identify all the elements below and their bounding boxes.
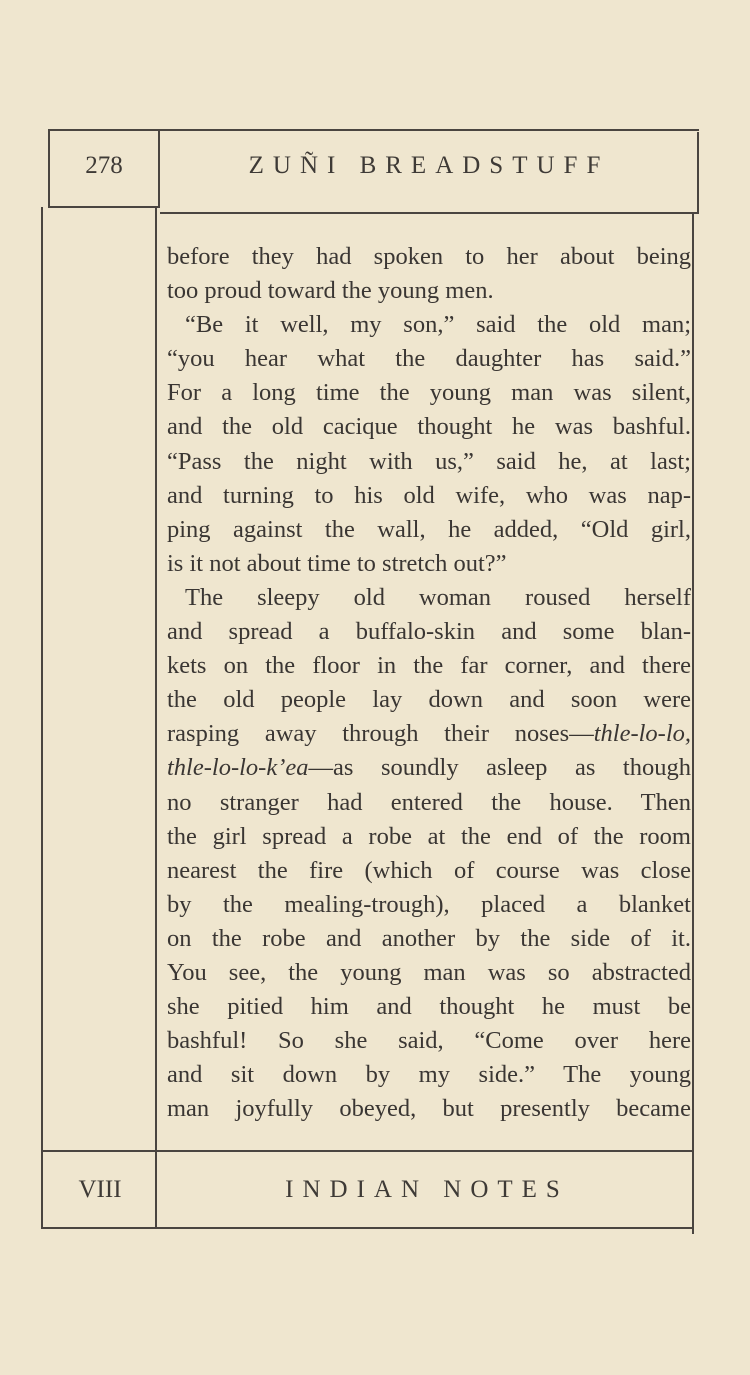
line-text: and turning to his old wife, who was nap- — [167, 481, 691, 509]
header-divider — [48, 206, 160, 208]
text-line — [167, 513, 691, 547]
text-line — [167, 1024, 691, 1058]
text-line — [167, 308, 691, 342]
text-line — [167, 786, 691, 820]
line-text: You see, the young man was so abstracted — [167, 958, 691, 986]
text-line — [167, 649, 691, 683]
line-text: and spread a buffalo-skin and some blan- — [167, 618, 691, 646]
text-line — [167, 717, 691, 751]
line-text: ping against the wall, he added, “Old girl, — [167, 515, 691, 543]
text-line — [167, 342, 691, 376]
text-line — [167, 888, 691, 922]
line-text: rasping away through their noses— — [167, 720, 594, 748]
running-title: ZUÑI BREADSTUFF — [248, 152, 610, 179]
series-title: INDIAN NOTES — [285, 1176, 569, 1203]
line-text: “you hear what the daughter has said.” — [167, 345, 691, 373]
frame-bottom — [41, 1227, 694, 1229]
line-text: bashful! So she said, “Come over here — [167, 1027, 691, 1055]
line-text: the old people lay down and soon were — [167, 686, 691, 714]
page-number: 278 — [85, 152, 123, 179]
line-text: no stranger had entered the house. Then — [167, 788, 691, 816]
frame-right-body — [692, 214, 694, 1234]
text-line — [167, 1092, 691, 1126]
text-line — [167, 990, 691, 1024]
text-line — [167, 479, 691, 513]
italic-text: thle-lo-lo, — [593, 720, 691, 748]
line-text: “Pass the night with us,” said he, at last; — [167, 447, 691, 475]
text-line — [167, 820, 691, 854]
text-line — [167, 683, 691, 717]
text-line — [167, 445, 691, 479]
body-text — [167, 240, 691, 1126]
line-text: kets on the floor in the far corner, and there — [167, 652, 691, 680]
text-line — [167, 1058, 691, 1092]
column-divider — [155, 208, 157, 1228]
line-text: and the old cacique thought he was bashful. — [167, 413, 691, 441]
frame-left-body — [41, 207, 43, 1228]
line-text: “Be it well, my son,” said the old man; — [185, 311, 691, 339]
line-text: man joyfully obeyed, but presently became — [167, 1095, 691, 1123]
frame-top — [48, 129, 699, 131]
volume-number: VIII — [78, 1176, 122, 1203]
text-line — [167, 581, 691, 615]
italic-text: thle-lo-lo-k’ea — [167, 754, 309, 782]
text-line — [167, 956, 691, 990]
text-line — [167, 615, 691, 649]
line-text: and sit down by my side.” The young — [167, 1061, 691, 1089]
header-divider-right — [160, 212, 698, 214]
text-line — [167, 922, 691, 956]
line-text: by the mealing-trough), placed a blanket — [167, 890, 691, 918]
line-text: The sleepy old woman roused herself — [185, 583, 691, 611]
line-text: nearest the fire (which of course was close — [167, 856, 691, 884]
line-text: she pitied him and thought he must be — [167, 993, 691, 1021]
text-line — [167, 751, 691, 785]
line-text: —as soundly asleep as though — [308, 754, 691, 782]
line-text: on the robe and another by the side of it. — [167, 924, 691, 952]
text-line — [167, 547, 691, 581]
text-line — [167, 376, 691, 410]
line-text: For a long time the young man was silent, — [167, 379, 691, 407]
text-line — [167, 854, 691, 888]
text-line — [167, 240, 691, 274]
line-text: the girl spread a robe at the end of the room — [167, 822, 691, 850]
text-line — [167, 410, 691, 444]
text-line — [167, 274, 691, 308]
footer-divider — [41, 1150, 693, 1152]
line-text: before they had spoken to her about being — [167, 243, 691, 270]
line-text: is it not about time to stretch out?” — [167, 549, 507, 577]
line-text: too proud toward the young men. — [167, 277, 494, 305]
